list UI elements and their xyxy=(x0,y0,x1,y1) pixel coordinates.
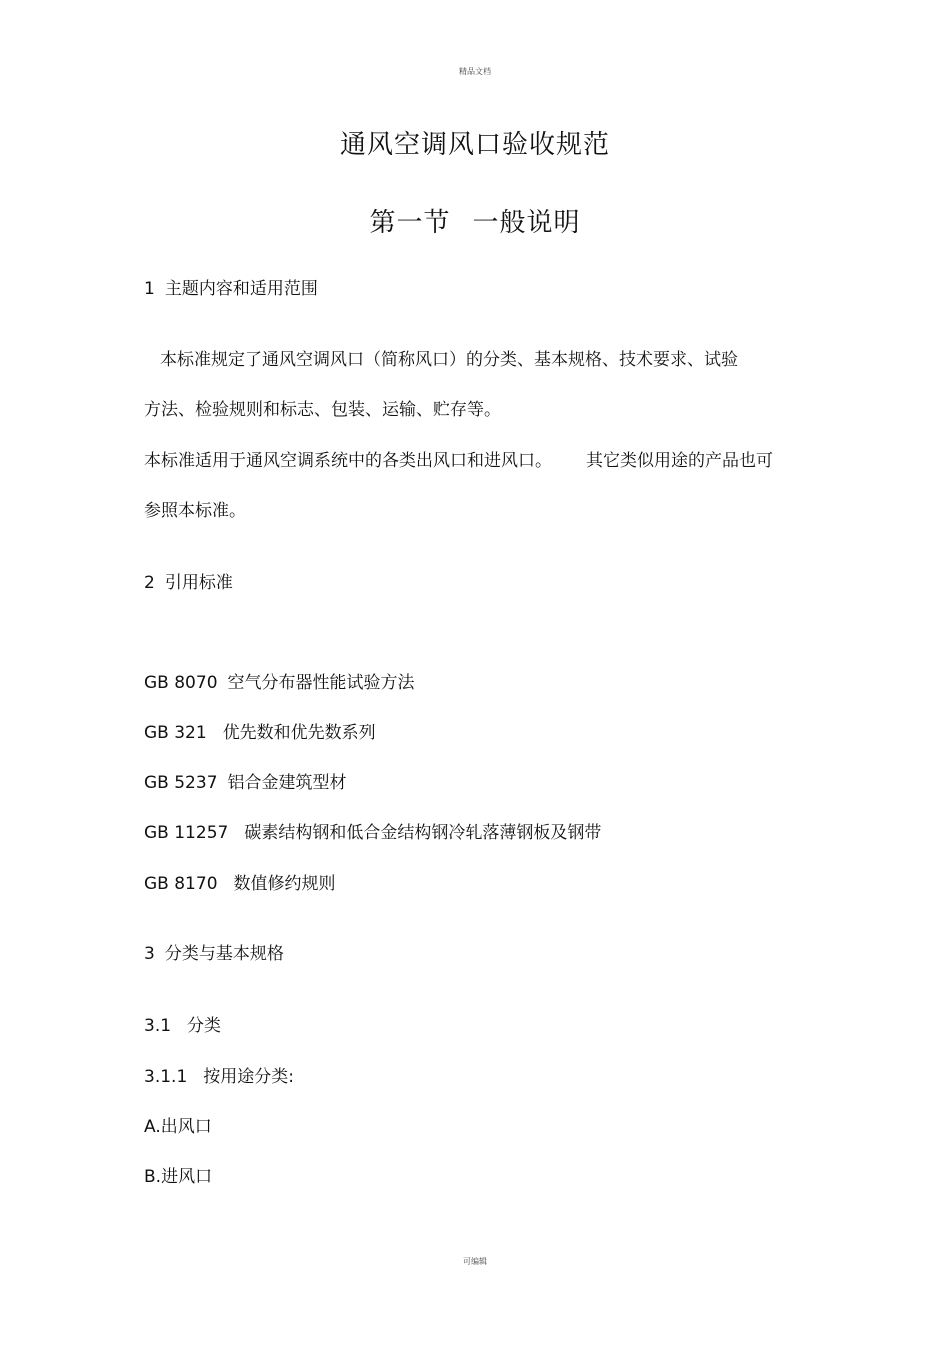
heading-1-text: 主题内容和适用范围 xyxy=(164,279,318,299)
reference-code: GB 8070 xyxy=(144,673,218,693)
heading-3-1-1 xyxy=(144,1066,294,1088)
section-label: 第一节 xyxy=(369,208,451,238)
reference-item xyxy=(144,873,336,895)
reference-title: 铝合金建筑型材 xyxy=(227,773,347,793)
header-note: 精品文档 xyxy=(459,67,491,76)
heading-3-number: 3 xyxy=(144,944,155,964)
reference-item xyxy=(144,772,347,794)
heading-2-text: 引用标准 xyxy=(164,573,233,593)
footer-note: 可编辑 xyxy=(463,1257,487,1266)
document-title: 通风空调风口验收规范 xyxy=(339,130,610,160)
reference-code: GB 5237 xyxy=(144,773,218,793)
reference-item xyxy=(144,822,601,844)
heading-1-number: 1 xyxy=(144,279,155,299)
paragraph-2-part-b: 其它类似用途的产品也可 xyxy=(586,451,773,471)
paragraph-2-line-2: 参照本标准。 xyxy=(144,501,246,521)
reference-title: 数值修约规则 xyxy=(233,874,336,894)
section-name: 一般说明 xyxy=(472,208,581,238)
heading-3-1-number: 3.1 xyxy=(144,1016,172,1036)
list-item-b: B.进风口 xyxy=(144,1167,213,1187)
heading-3-1-1-number: 3.1.1 xyxy=(144,1067,188,1087)
reference-code: GB 11257 xyxy=(144,823,229,843)
reference-item xyxy=(144,722,376,744)
section-title xyxy=(0,202,950,239)
paragraph-2-part-a: 本标准适用于通风空调系统中的各类出风口和进风口。 xyxy=(144,451,552,471)
paragraph-2-line-1 xyxy=(144,450,773,472)
heading-3-1 xyxy=(144,1015,221,1037)
reference-title: 优先数和优先数系列 xyxy=(222,723,376,743)
paragraph-1-line-2: 方法、检验规则和标志、包装、运输、贮存等。 xyxy=(144,400,501,420)
heading-2-number: 2 xyxy=(144,573,155,593)
paragraph-1-line-1: 本标准规定了通风空调风口（简称风口）的分类、基本规格、技术要求、试验 xyxy=(160,350,738,370)
heading-3-1-text: 分类 xyxy=(187,1016,222,1036)
reference-item xyxy=(144,672,415,694)
heading-3-1-1-text: 按用途分类: xyxy=(203,1067,294,1087)
heading-1 xyxy=(144,278,318,300)
reference-code: GB 321 xyxy=(144,723,207,743)
reference-code: GB 8170 xyxy=(144,874,218,894)
reference-title: 碳素结构钢和低合金结构钢冷轧落薄钢板及钢带 xyxy=(244,823,602,843)
heading-3-text: 分类与基本规格 xyxy=(164,944,284,964)
reference-title: 空气分布器性能试验方法 xyxy=(227,673,415,693)
heading-2 xyxy=(144,572,233,594)
heading-3 xyxy=(144,943,284,965)
list-item-a: A.出风口 xyxy=(144,1117,212,1137)
